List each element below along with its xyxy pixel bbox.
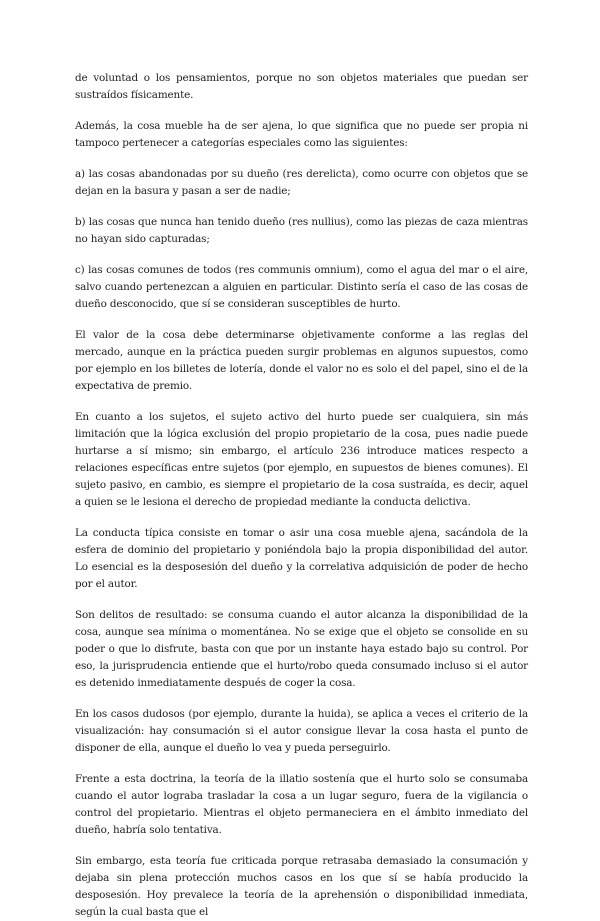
paragraph-6: El valor de la cosa debe determinarse objetivamente conforme a las reglas del mercado, aunque en la práctica pueden surgir problemas en algunos supuestos, como por ejemplo en los billetes de lotería, donde el valor no es solo el del papel, sino el de la expectativa de premio. bbox=[75, 329, 528, 392]
paragraph-12: Sin embargo, esta teoría fue criticada porque retrasaba demasiado la consumación y dejaba sin plena protección muchos casos en los que sí se había producido la desposesión. Hoy prevalece la teoría de la aprehensión o disponibilidad inmediata, según la cual basta que el bbox=[75, 855, 528, 918]
paragraph-9: Son delitos de resultado: se consuma cuando el autor alcanza la disponibilidad de la cosa, aunque sea mínima o momentánea. No se exige que el objeto se consolide en su poder o que lo disfrute, basta con que por un instante haya estado bajo su control. Por eso, la jurisprudencia entiende que el hurto/robo queda consumado incluso si el autor es detenido inmediatamente después de coger la cosa. bbox=[75, 609, 528, 689]
paragraph-2: Además, la cosa mueble ha de ser ajena, lo que significa que no puede ser propia ni tampoco pertenecer a categorías especiales como las siguientes: bbox=[75, 120, 528, 149]
paragraph-11: Frente a esta doctrina, la teoría de la illatio sostenía que el hurto solo se consumaba cuando el autor lograba trasladar la cosa a un lugar seguro, fuera de la vigilancia o control del propietario. Mientras el objeto permaneciera en el ámbito inmediato del dueño, habría solo tentativa. bbox=[75, 773, 528, 836]
paragraph-5: c) las cosas comunes de todos (res communis omnium), como el agua del mar o el aire, salvo cuando pertenezcan a alguien en particular. Distinto sería el caso de las cosas de dueño desconocido, que sí se consideran susceptibles de hurto. bbox=[75, 264, 528, 310]
paragraph-8: La conducta típica consiste en tomar o asir una cosa mueble ajena, sacándola de la esfera de dominio del propietario y poniéndola bajo la propia disponibilidad del autor. Lo esencial es la desposesión del dueño y la correlativa adquisición de poder de hecho por el autor. bbox=[75, 527, 528, 590]
paragraph-3: a) las cosas abandonadas por su dueño (res derelicta), como ocurre con objetos que se dejan en la basura y pasan a ser de nadie; bbox=[75, 168, 528, 197]
paragraph-10: En los casos dudosos (por ejemplo, durante la huida), se aplica a veces el criterio de la visualización: hay consumación si el autor consigue llevar la cosa hasta el punto de disponer de ella, aunque el dueño lo vea y pueda perseguirlo. bbox=[75, 708, 528, 754]
paragraph-7: En cuanto a los sujetos, el sujeto activo del hurto puede ser cualquiera, sin más limitación que la lógica exclusión del propio propietario de la cosa, pues nadie puede hurtarse a sí mismo; sin embargo, el artículo 236 introduce matices respecto a relaciones específicas entre sujetos (por ejemplo, en supuestos de bienes comunes). El sujeto pasivo, en cambio, es siempre el propietario de la cosa sustraída, es decir, aquel a quien se le lesiona el derecho de propiedad mediante la conducta delictiva. bbox=[75, 411, 528, 508]
paragraph-1: de voluntad o los pensamientos, porque no son objetos materiales que puedan ser sustraídos físicamente. bbox=[75, 72, 528, 101]
paragraph-4: b) las cosas que nunca han tenido dueño (res nullius), como las piezas de caza mientras no hayan sido capturadas; bbox=[75, 216, 528, 245]
